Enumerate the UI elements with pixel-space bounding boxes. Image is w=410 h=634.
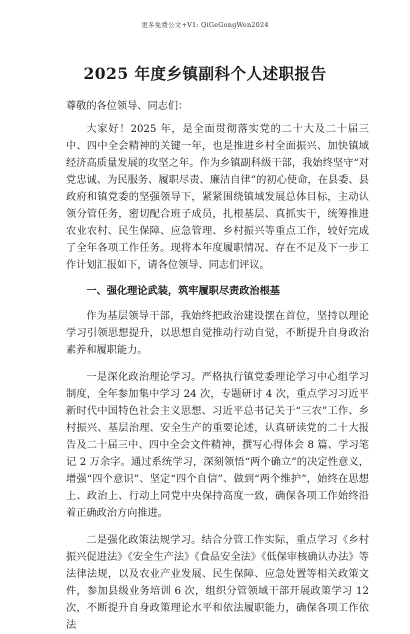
intro-paragraph: 大家好！2025 年，是全面贯彻落实党的二十大及二十届三中、四中全会精神的关键一年，也是推进乡村全面振兴、加快镇域经济高质量发展的攻坚之年。作为乡镇副科级干部，我始终坚守“对党忠诚、为民服务、履职尽责、廉洁自律”的初心使命，在县委、县政府和镇党委的坚强领导下，紧紧围绕镇域发展总体目标，主动认领分管任务，密切配合班子成员，扎根基层、真抓实干，统筹推进农业农村、民生保障、应急管理、乡村振兴等重点工作，较好完成了全年各项工作任务。现将本年度履职情况、存在不足及下一步工作计划汇报如下，请各位领导、同志们评议。 bbox=[66, 124, 369, 271]
header-note: 更多免费公文+V1: QiGeGongWen2024 bbox=[141, 21, 269, 29]
section-heading-1: 一、强化理论武装，筑牢履职尽责政治根基 bbox=[86, 285, 280, 297]
item2-paragraph: 二是强化政策法规学习。结合分管工作实际，重点学习《乡村振兴促进法》《安全生产法》《食品安全法》《低保审核确认办法》等法律法规，以及农业产业发展、民生保障、应急处置等相关政策文件，参加县级业务培训 6 次，组织分管领域干部开展政策学习 12 次，不断提升自身政策理论水平和依法履职能力，确保各项工作依法 bbox=[66, 535, 369, 631]
section1-intro-paragraph: 作为基层领导干部，我始终把政治建设摆在首位，坚持以理论学习引领思想提升，以思想自觉推动行动自觉，不断提升自身政治素养和履职能力。 bbox=[66, 311, 369, 356]
salutation: 尊敬的各位领导、同志们： bbox=[66, 101, 189, 112]
document-title: 2025 年度乡镇副科个人述职报告 bbox=[83, 64, 327, 83]
item1-paragraph: 一是深化政治理论学习。严格执行镇党委理论学习中心组学习制度，全年参加集中学习 24 次，专题研讨 4 次，重点学习习近平新时代中国特色社会主义思想、习近平总书记关于“三农”工作、乡村振兴、基层治理、安全生产的重要论述，认真研读党的二十大报告及二十届三中、四中全会文件精神，撰写心得体会 8 篇、学习笔记 2 万余字。通过系统学习，深刻领悟“两个确立”的决定性意义，增强“四个意识”、坚定“四个自信”、做到“两个维护”，始终在思想上、政治上、行动上同党中央保持高度一致，确保各项工作始终沿着正确政治方向推进。 bbox=[66, 372, 369, 519]
document-body bbox=[66, 98, 369, 634]
